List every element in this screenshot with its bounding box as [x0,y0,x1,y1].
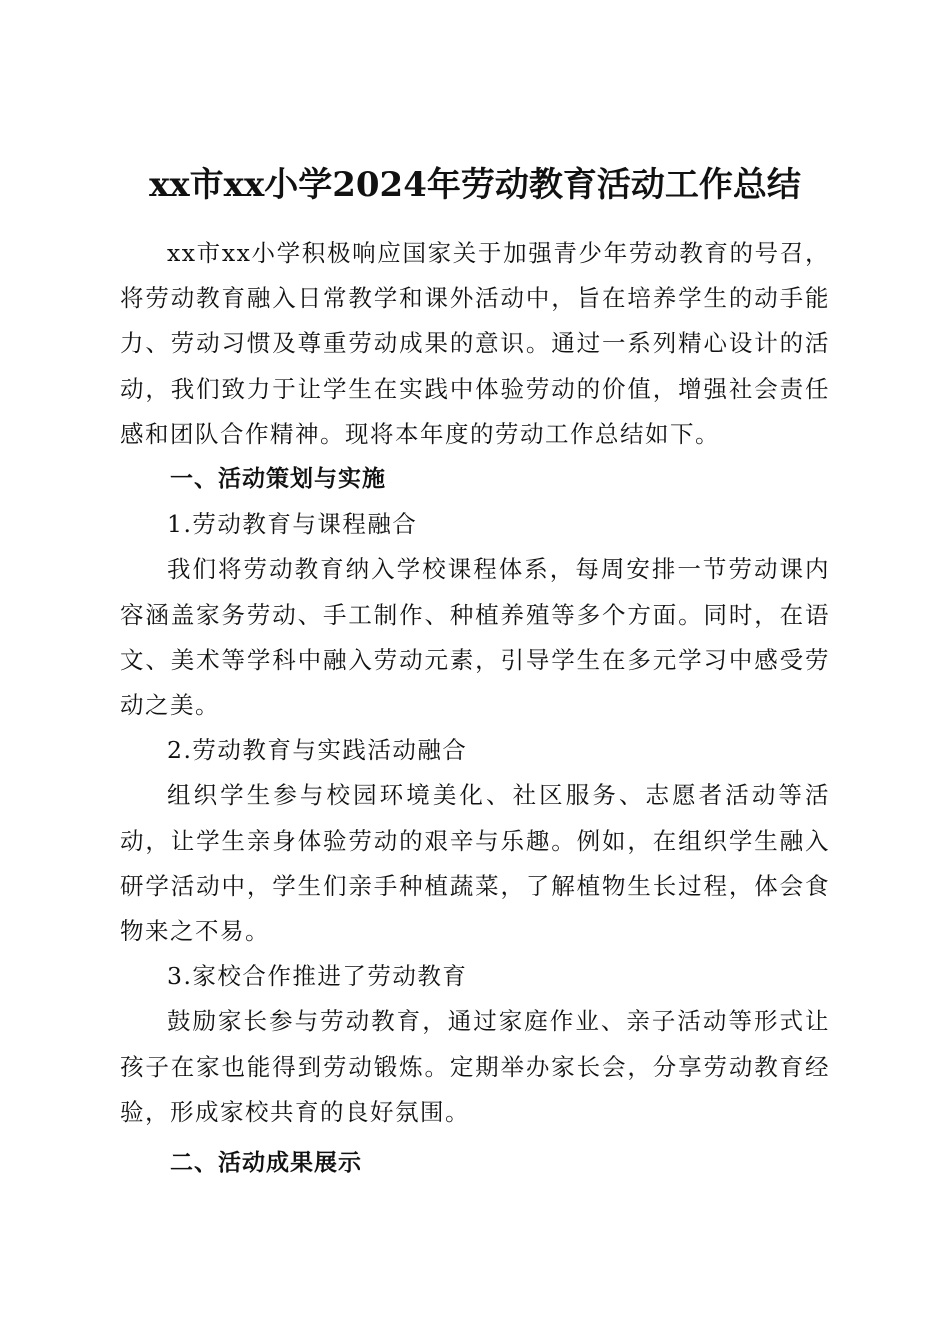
subsection-title-1: 1.劳动教育与课程融合 [167,510,418,539]
intro-paragraph: xx市xx小学积极响应国家关于加强青少年劳动教育的号召，将劳动教育融入日常教学和课外活动中，旨在培养学生的动手能力、劳动习惯及尊重劳动成果的意识。通过一系列精心设计的活动，我们致力于让学生在实践中体验劳动的价值，增强社会责任感和团队合作精神。现将本年度的劳动工作总结如下。 [120,239,830,448]
subsection-title-2: 2.劳动教育与实践活动融合 [167,736,468,765]
subsection-title-3: 3.家校合作推进了劳动教育 [167,962,468,991]
subsection-body-1: 我们将劳动教育纳入学校课程体系，每周安排一节劳动课内容涵盖家务劳动、手工制作、种植养殖等多个方面。同时，在语文、美术等学科中融入劳动元素，引导学生在多元学习中感受劳动之美。 [120,555,830,720]
section-heading-1: 一、活动策划与实施 [170,466,386,493]
subsection-body-3: 鼓励家长参与劳动教育，通过家庭作业、亲子活动等形式让孩子在家也能得到劳动锻炼。定期举办家长会，分享劳动教育经验，形成家校共育的良好氛围。 [120,1007,830,1126]
subsection-body-2: 组织学生参与校园环境美化、社区服务、志愿者活动等活动，让学生亲身体验劳动的艰辛与乐趣。例如，在组织学生融入研学活动中，学生们亲手种植蔬菜，了解植物生长过程，体会食物来之不易。 [120,781,830,946]
document-body [120,231,830,1186]
section-heading-2: 二、活动成果展示 [170,1150,362,1177]
document-title: xx市xx小学2024年劳动教育活动工作总结 [149,164,801,205]
